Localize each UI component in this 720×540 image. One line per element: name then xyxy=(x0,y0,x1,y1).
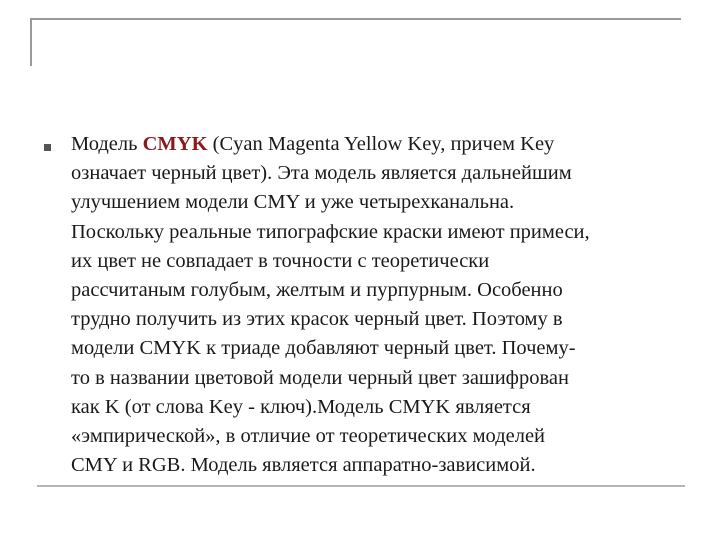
slide-body-text xyxy=(71,130,696,480)
text-line-2: означает черный цвет). Эта модель является дальнейшим xyxy=(71,162,572,185)
text-line-7: трудно получить из этих красок черный цвет. Поэтому в xyxy=(71,308,563,331)
text-line-3: улучшением модели CMY и уже четырехканальна. xyxy=(71,191,515,214)
text-line-8: модели CMYK к триаде добавляют черный цвет. Почему- xyxy=(71,337,576,360)
frame-bottom-line xyxy=(37,485,685,487)
frame-left-line xyxy=(30,18,32,66)
text-line-11: «эмпирической», в отличие от теоретических моделей xyxy=(71,425,546,448)
text-line-9: то в названии цветовой модели черный цвет зашифрован xyxy=(71,366,569,389)
bullet-square-icon xyxy=(44,144,51,151)
text-line-6: рассчитаным голубым, желтым и пурпурным. Особенно xyxy=(71,279,563,302)
frame-top-line xyxy=(31,18,681,20)
text-line-1: Модель CMYK (Cyan Magenta Yellow Key, причем Key xyxy=(71,133,555,155)
text-line-4: Поскольку реальные типографские краски имеют примеси, xyxy=(71,220,590,243)
text-line-12: CMY и RGB. Модель является аппаратно-зависимой. xyxy=(71,454,536,477)
cmyk-term: CMYK xyxy=(142,133,208,155)
text-line-5: их цвет не совпадает в точности с теоретически xyxy=(71,249,490,272)
text-line-10: как K (от слова Key - ключ).Модель CMYK является xyxy=(71,395,531,418)
